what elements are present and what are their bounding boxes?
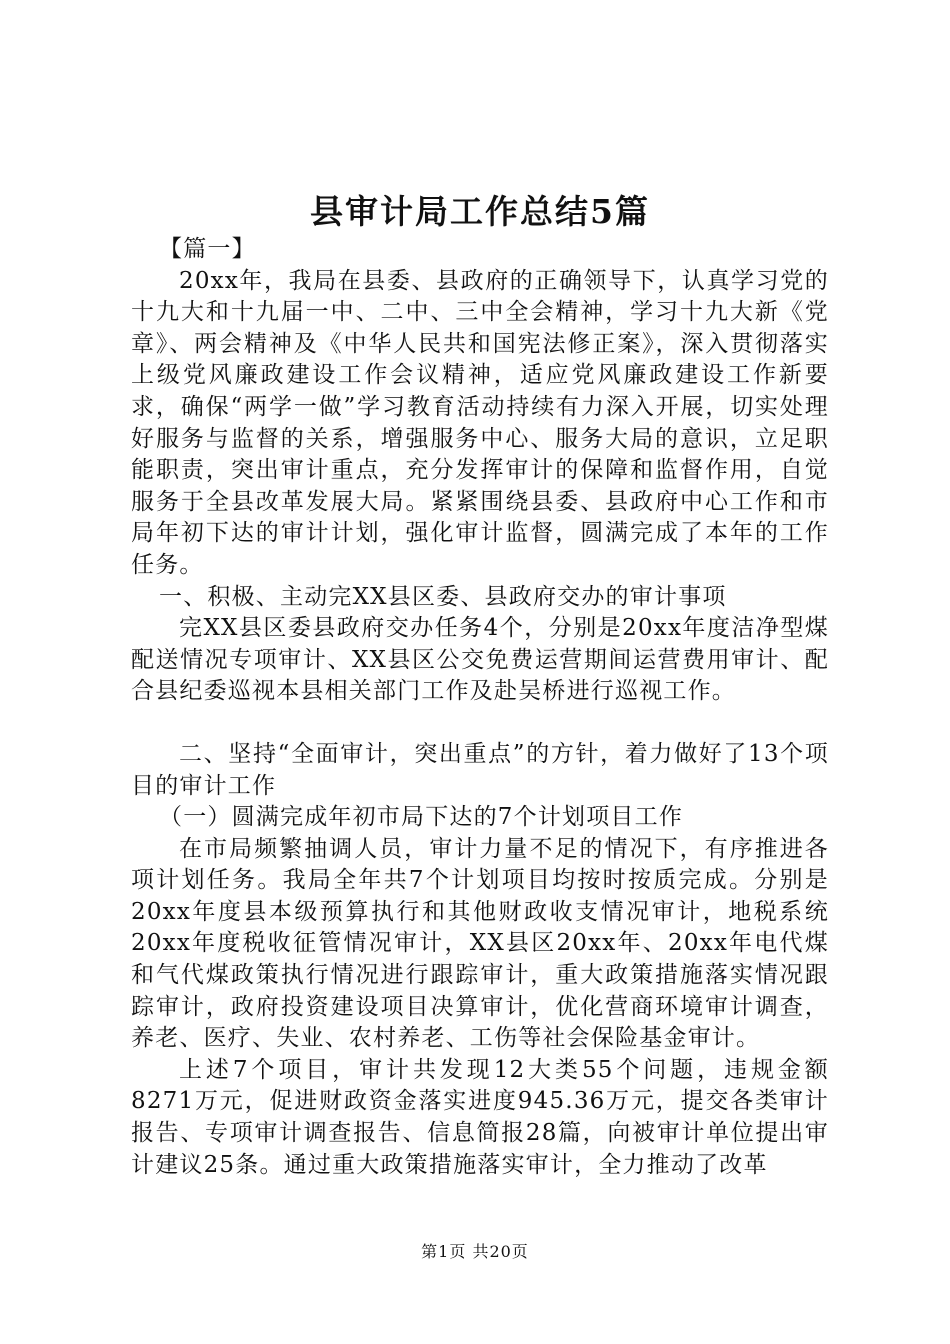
paragraph-results: 上述7个项目，审计共发现12大类55个问题，违规金额8271万元，促进财政资金落实进度945.36万元，提交各类审计报告、专项审计调查报告、信息简报28篇，向被审计单位提出审计建议25条。通过重大政策措施落实审计，全力推动了改革	[131, 1056, 829, 1178]
paragraph-subsection-1: 在市局频繁抽调人员，审计力量不足的情况下，有序推进各项计划任务。我局全年共7个计划项目均按时按质完成。分别是20xx年度县本级预算执行和其他财政收支情况审计，地税系统20xx年度税收征管情况审计，XX县区20xx年、20xx年电代煤和气代煤政策执行情况进行跟踪审计，重大政策措施落实情况跟踪审计，政府投资建设项目决算审计，优化营商环境审计调查，养老、医疗、失业、农村养老、工伤等社会保险基金审计。	[131, 835, 829, 1052]
section-label: 【篇一】	[159, 236, 256, 262]
blank-line	[131, 708, 829, 739]
page-number-footer: 第1页 共20页	[421, 1242, 529, 1261]
paragraph-section-1: 完XX县区委县政府交办任务4个，分别是20xx年度洁净型煤配送情况专项审计、XX县区公交免费运营期间运营费用审计、配合县纪委巡视本县相关部门工作及赴吴桥进行巡视工作。	[131, 615, 829, 705]
document-title: 县审计局工作总结5篇	[310, 192, 650, 231]
paragraph-intro: 20xx年，我局在县委、县政府的正确领导下，认真学习党的十九大和十九届一中、二中、三中全会精神，学习十九大新《党章》、两会精神及《中华人民共和国宪法修正案》，深入贯彻落实上级党风廉政建设工作会议精神，适应党风廉政建设工作新要求，确保“两学一做”学习教育活动持续有力深入开展，切实处理好服务与监督的关系，增强服务中心、服务大局的意识，立足职能职责，突出审计重点，充分发挥审计的保障和监督作用，自觉服务于全县改革发展大局。紧紧围绕县委、县政府中心工作和市局年初下达的审计计划，强化审计监督，圆满完成了本年的工作任务。	[131, 267, 829, 578]
document-body	[131, 234, 829, 1181]
heading-subsection-1: （一）圆满完成年初市局下达的7个计划项目工作	[159, 804, 684, 831]
heading-section-2: 二、坚持“全面审计，突出重点”的方针，着力做好了13个项目的审计工作	[131, 740, 829, 799]
heading-section-1: 一、积极、主动完XX县区委、县政府交办的审计事项	[159, 583, 727, 610]
